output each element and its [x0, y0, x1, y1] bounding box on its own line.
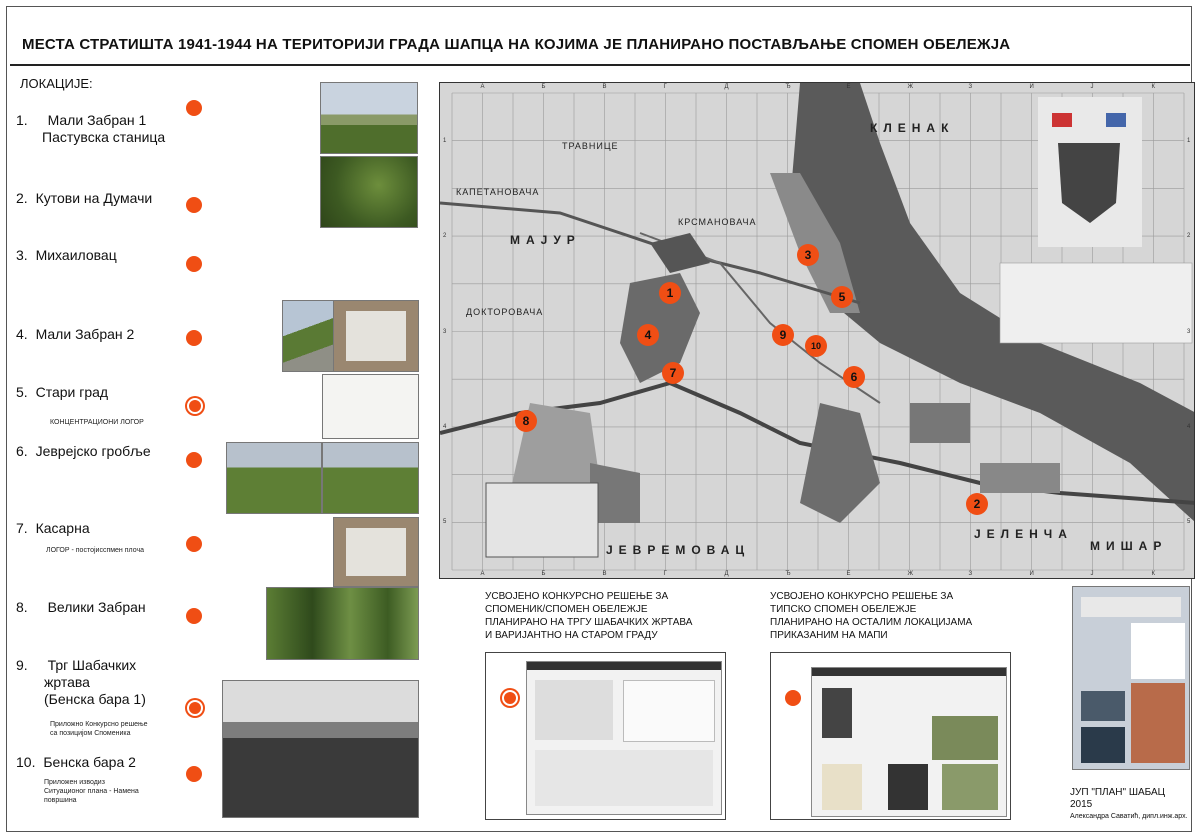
location-item-4 — [16, 326, 134, 343]
map-grid-letter: Ђ — [785, 571, 791, 577]
map-grid-letter: А — [480, 571, 485, 577]
map-marker-1[interactable]: 1 — [659, 282, 681, 304]
map-grid-letter: Г — [663, 84, 667, 90]
map-grid-letter: Ђ — [785, 84, 791, 90]
note-line: са позицијом Споменика — [50, 730, 131, 737]
title-divider — [10, 64, 1190, 66]
map-grid-letter: В — [602, 571, 607, 577]
location-name: Стари град — [35, 384, 109, 400]
location-name: Мали Забран 1 — [47, 112, 147, 128]
map-label-misar: МИШАР — [1090, 539, 1168, 553]
location-item-6 — [16, 443, 151, 460]
location-number: 5. — [16, 384, 28, 400]
map-marker-4[interactable]: 4 — [637, 324, 659, 346]
location-number: 6. — [16, 443, 28, 459]
note-line: Ситуационог плана - Намена — [44, 788, 139, 795]
map-marker-8[interactable]: 8 — [515, 410, 537, 432]
caption-line: И ВАРИЈАНТНО НА СТАРОМ ГРАДУ — [485, 630, 658, 641]
poster-thumbnail — [1072, 586, 1190, 770]
map-grid-number: 2 — [1187, 233, 1191, 240]
locations-heading: ЛОКАЦИЈЕ: — [20, 76, 93, 91]
photo-veliki-zabran — [266, 587, 419, 660]
typical-monument-panel — [770, 652, 1011, 820]
location-marker-9-highlighted — [187, 700, 203, 716]
map-grid-number: 4 — [443, 423, 447, 430]
map-grid-letter: Ј — [1090, 571, 1094, 577]
photo-kutovi-dumaca — [320, 156, 418, 228]
map-marker-9[interactable]: 9 — [772, 324, 794, 346]
location-marker-8 — [186, 608, 202, 624]
map-grid-number: 3 — [1187, 328, 1191, 335]
location-note-10 — [44, 778, 139, 805]
location-marker-7 — [186, 536, 202, 552]
map-grid-letter: Б — [541, 84, 546, 90]
location-name: Велики Забран — [47, 599, 146, 615]
map-grid-letter: К — [1151, 571, 1155, 577]
location-marker-2 — [186, 197, 202, 213]
map-label-doktorovaca: ДОКТОРОВАЧА — [466, 307, 544, 317]
location-name: Мали Забран 2 — [35, 326, 135, 342]
org-name: ЈУП "ПЛАН" ШАБАЦ — [1070, 787, 1166, 798]
location-item-7 — [16, 520, 90, 537]
location-item-3 — [16, 247, 117, 264]
map-grid-letter: К — [1151, 84, 1155, 90]
page-title: МЕСТА СТРАТИШТА 1941-1944 НА ТЕРИТОРИЈИ ГРАДА ШАПЦА НА КОЈИМА ЈЕ ПЛАНИРАНО ПОСТАВЉАЊЕ СПОМЕН ОБЕЛЕЖЈА — [22, 36, 1011, 53]
location-number: 10. — [16, 754, 36, 770]
location-item-1 — [16, 112, 165, 146]
caption-line: УСВОЈЕНО КОНКУРСНО РЕШЕЊЕ ЗА — [485, 591, 669, 602]
monument-solution-sheet — [526, 661, 722, 815]
monument-solution-panel — [485, 652, 726, 820]
map-grid-letter: Г — [663, 571, 667, 577]
map-grid-letter: И — [1029, 84, 1034, 90]
map-grid-number: 1 — [443, 137, 447, 144]
location-sub: Пастувска станица — [42, 129, 166, 145]
location-number: 7. — [16, 520, 28, 536]
location-name: Касарна — [35, 520, 90, 536]
map-grid-number: 3 — [443, 328, 447, 335]
map-marker-2[interactable]: 2 — [966, 493, 988, 515]
competition-solution-caption-right — [770, 590, 972, 642]
caption-line: ПЛАНИРАНО НА ТРГУ ШАБАЧКИХ ЖРТАВА — [485, 617, 693, 628]
map-drawing — [440, 83, 1195, 579]
caption-line: ТИПСКО СПОМЕН ОБЕЛЕЖЈЕ — [770, 604, 917, 615]
photo-stari-grad-sketch — [322, 374, 419, 439]
map-marker-5[interactable]: 5 — [831, 286, 853, 308]
panel-marker-highlighted — [502, 690, 518, 706]
map-grid-letter: Ј — [1090, 84, 1094, 90]
location-marker-10 — [186, 766, 202, 782]
map-grid-letter: А — [480, 84, 485, 90]
panel-marker — [785, 690, 801, 706]
year: 2015 — [1070, 799, 1093, 810]
location-name-line3: (Бенска бара 1) — [44, 691, 146, 707]
location-number: 3. — [16, 247, 28, 263]
location-name: Михаиловац — [35, 247, 117, 263]
location-number: 8. — [16, 599, 28, 615]
note-line: Приложен изводиз — [44, 779, 105, 786]
map-label-jevremovac: ЈЕВРЕМОВАЦ — [606, 543, 751, 557]
map-grid-letter: Д — [724, 571, 729, 577]
map-grid-number: 2 — [443, 233, 447, 240]
map-grid-letter: Е — [846, 571, 851, 577]
location-number: 1. — [16, 112, 28, 128]
photo-jevrejsko-groblje-1 — [226, 442, 322, 514]
map-grid-number: 5 — [443, 519, 447, 526]
location-marker-1 — [186, 100, 202, 116]
photo-mali-zabran-2-path — [282, 300, 334, 372]
location-item-2 — [16, 190, 152, 207]
map-grid-letter: И — [1029, 571, 1034, 577]
map-marker-6[interactable]: 6 — [843, 366, 865, 388]
caption-line: УСВОЈЕНО КОНКУРСНО РЕШЕЊЕ ЗА — [770, 591, 954, 602]
photo-benska-bara-historic — [222, 680, 419, 818]
map-marker-10[interactable]: 10 — [805, 335, 827, 357]
photo-mali-zabran-1 — [320, 82, 418, 154]
city-map[interactable] — [439, 82, 1195, 579]
map-label-travnice: ТРАВНИЦЕ — [562, 141, 619, 151]
map-grid-letter: В — [602, 84, 607, 90]
location-marker-3 — [186, 256, 202, 272]
location-note-5: КОНЦЕНТРАЦИОНИ ЛОГОР — [50, 419, 144, 426]
location-name: Кутови на Думачи — [35, 190, 153, 206]
map-grid-number: 4 — [1187, 423, 1191, 430]
location-item-8 — [16, 599, 146, 616]
map-grid-number: 5 — [1187, 519, 1191, 526]
photo-mali-zabran-2-plaque — [333, 300, 419, 372]
map-grid-number: 1 — [1187, 137, 1191, 144]
location-name: Бенска бара 2 — [43, 754, 136, 770]
caption-line: ПЛАНИРАНО НА ОСТАЛИМ ЛОКАЦИЈАМА — [770, 617, 973, 628]
caption-line: ПРИКАЗАНИМ НА МАПИ — [770, 630, 888, 641]
caption-line: СПОМЕНИК/СПОМЕН ОБЕЛЕЖЈЕ — [485, 604, 648, 615]
location-marker-6 — [186, 452, 202, 468]
location-number: 9. — [16, 657, 28, 673]
map-grid-letter: З — [968, 571, 973, 577]
location-marker-5-highlighted — [187, 398, 203, 414]
map-label-major: МАЈУР — [510, 233, 581, 247]
note-line: површина — [44, 797, 77, 804]
map-grid-letter: З — [968, 84, 973, 90]
location-name: Трг Шабачких — [47, 657, 137, 673]
map-marker-7[interactable]: 7 — [662, 362, 684, 384]
location-marker-4 — [186, 330, 202, 346]
map-grid-letter: Д — [724, 84, 729, 90]
map-grid-letter: Ж — [907, 571, 914, 577]
map-grid-letter: Ж — [907, 84, 914, 90]
map-label-kapetanovaca: КАПЕТАНОВАЧА — [456, 187, 540, 197]
location-note-7: ЛОГОР - постојисспмен плоча — [46, 547, 144, 554]
map-label-jelenca: ЈЕЛЕНЧА — [974, 527, 1073, 541]
competition-solution-caption-left — [485, 590, 692, 642]
location-item-9 — [16, 657, 146, 708]
map-label-klenak: КЛЕНАК — [870, 121, 955, 135]
location-number: 4. — [16, 326, 28, 342]
photo-kasarna-plaque — [333, 517, 419, 587]
typical-monument-sheet — [811, 667, 1007, 817]
map-grid-letter: Б — [541, 571, 546, 577]
map-grid-letter: Е — [846, 84, 851, 90]
location-name-line2: жртава — [44, 674, 90, 690]
photo-jevrejsko-groblje-2 — [322, 442, 419, 514]
location-name: Јеврејско гробље — [35, 443, 151, 459]
location-number: 2. — [16, 190, 28, 206]
location-item-10 — [16, 754, 136, 771]
location-note-9 — [50, 720, 148, 738]
author: Александра Саватић, дипл.инж.арх. — [1070, 813, 1188, 820]
map-marker-3[interactable]: 3 — [797, 244, 819, 266]
note-line: Приложно Конкурсно решење — [50, 721, 148, 728]
location-item-5 — [16, 384, 108, 401]
map-label-krsmanovaca: КРСМАНОВАЧА — [678, 217, 757, 227]
